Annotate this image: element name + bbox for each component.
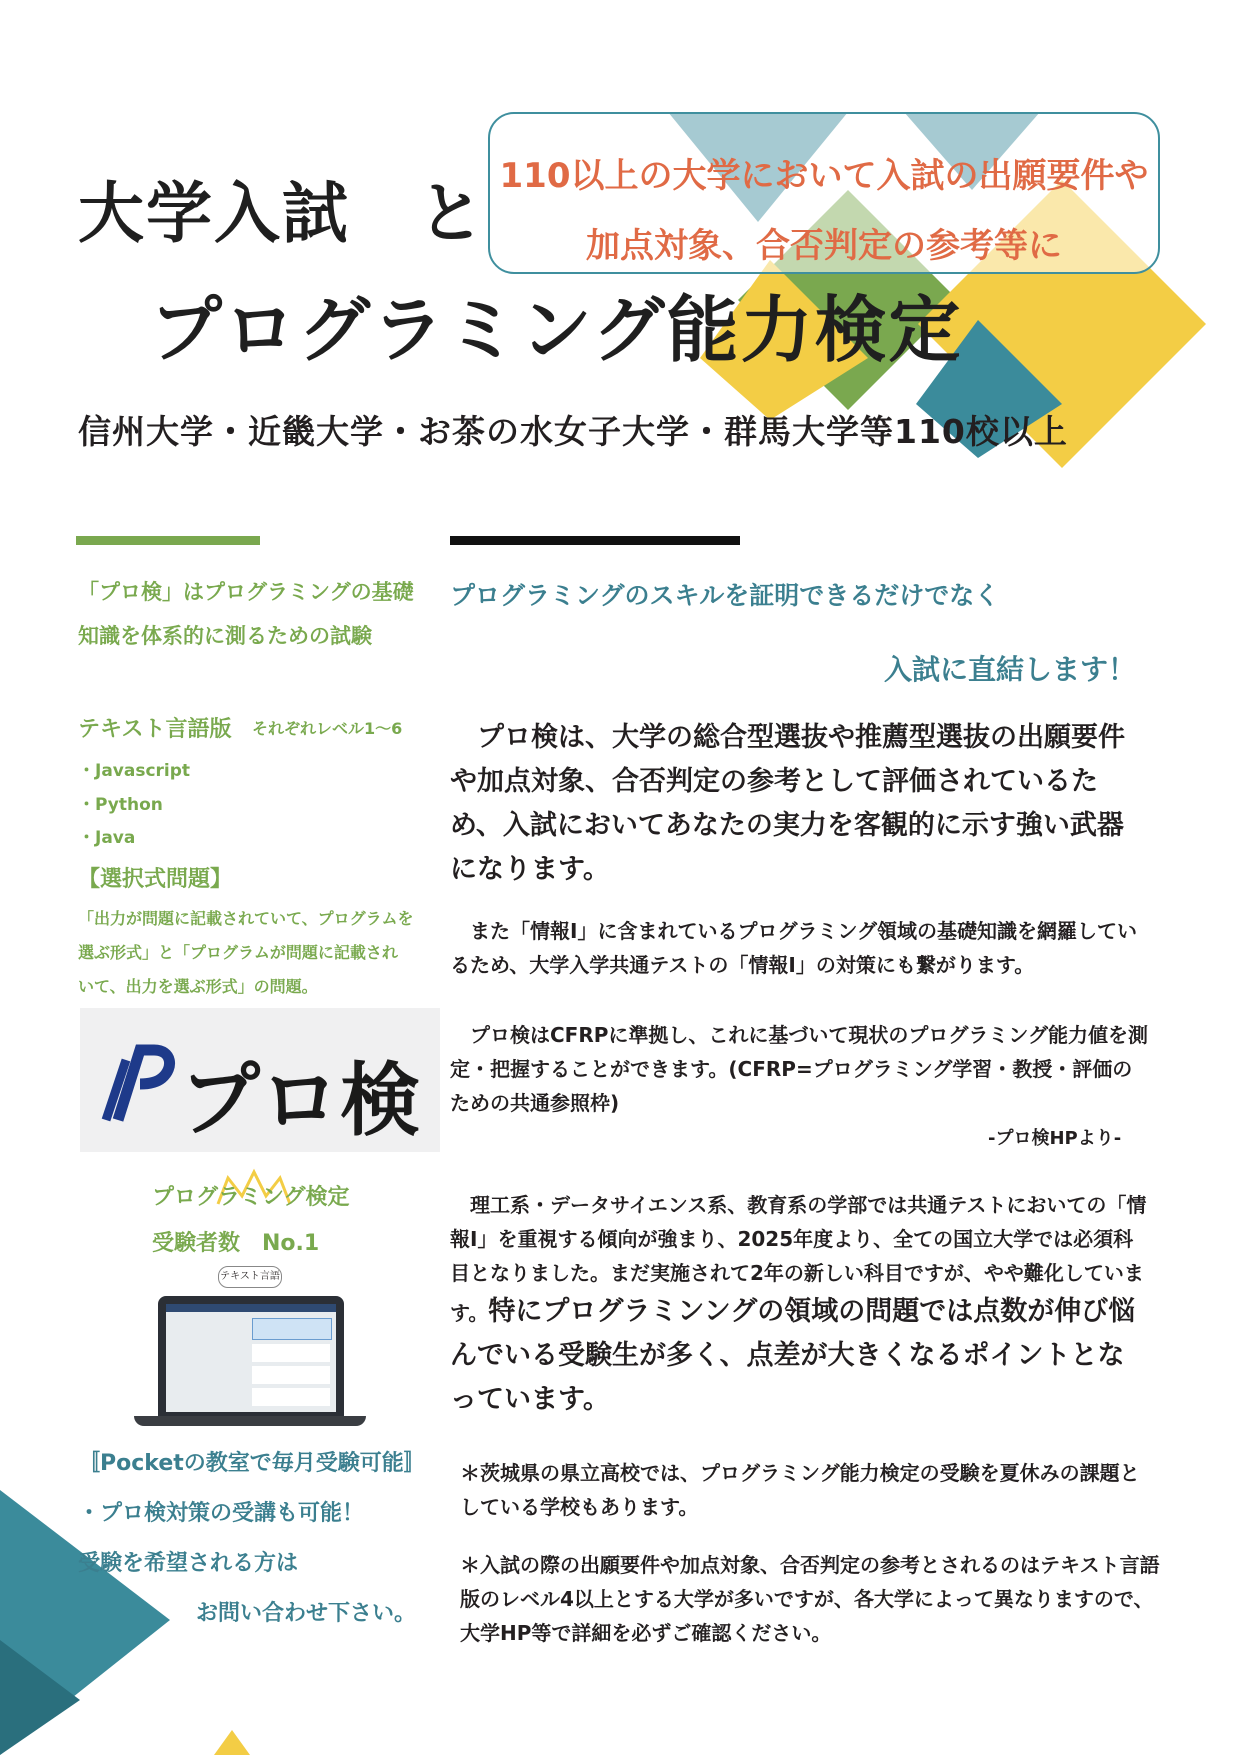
title-line-1: 大学入試 と <box>78 175 486 252</box>
paragraph-2: また「情報Ⅰ」に含まれているプログラミング領域の基礎知識を網羅しているため、大学入学共通テストの「情報Ⅰ」の対策にも繋がります。 <box>450 919 1138 977</box>
yellow-triangle-bottom <box>214 1730 250 1755</box>
intro-line-2: 知識を体系的に測るための試験 <box>78 624 372 648</box>
text-version-label: テキスト言語版 <box>78 717 232 742</box>
pocket-line-2: ・プロ検対策の受講も可能！ <box>78 1501 365 1526</box>
paragraph-4 <box>450 1188 1150 1422</box>
black-rule <box>450 536 740 545</box>
green-rule <box>76 536 260 545</box>
badge-line-1: プログラミング検定 <box>152 1185 350 1210</box>
source-note: -プロ検HPより- <box>988 1128 1122 1149</box>
contact-line-2: お問い合わせ下さい。 <box>196 1601 417 1626</box>
headline-1: プログラミングのスキルを証明できるだけでなく <box>450 581 1000 610</box>
choice-heading: 【選択式問題】 <box>78 867 233 892</box>
laptop-screenshot <box>166 1304 336 1412</box>
choice-desc-1: 「出力が問題に記載されていて、プログラムを <box>78 909 414 928</box>
bubble-line-1: 110以上の大学において入試の出願要件や <box>499 156 1149 196</box>
headline-2: 入試に直結します！ <box>884 653 1137 686</box>
paragraph-3: プロ検はCFRPに準拠し、これに基づいて現状のプログラミング能力値を測定・把握することができます。(CFRP=プログラミング学習・教授・評価のための共通参照枠) <box>450 1023 1148 1115</box>
bubble-line-2: 加点対象、合否判定の参考等に <box>586 226 1062 266</box>
note-2: ＊入試の際の出願要件や加点対象、合否判定の参考とされるのはテキスト言語版のレベル4以上とする大学が多いですが、各大学によって異なりますので、大学HP等で詳細を必ずご確認ください。 <box>460 1553 1160 1645</box>
contact-line-1: 受験を希望される方は <box>78 1551 299 1576</box>
language-item: ・Javascript <box>78 761 191 781</box>
language-item: ・Python <box>78 795 163 815</box>
note-1: ＊茨城県の県立高校では、プログラミング能力検定の受験を夏休みの課題としている学校もあります。 <box>460 1461 1140 1519</box>
university-list: 信州大学・近畿大学・お茶の水女子大学・群馬大学等110校以上 <box>78 412 1068 451</box>
laptop-base <box>134 1416 366 1426</box>
logo-text: プロ検 <box>180 1054 420 1147</box>
title-line-2: プログラミング能力検定 <box>150 288 963 372</box>
levels-label: それぞれレベル1～6 <box>252 719 403 738</box>
choice-desc-3: いて、出力を選ぶ形式」の問題。 <box>78 977 318 996</box>
paragraph-4-a: 理工系・データサイエンス系、教育系の学部では共通テストにおいての「情報Ⅰ」を重視する傾向が強まり、2025年度より、全ての国立大学では必須科目となりました。まだ実施されて2年の新しい科目ですが、やや難化しています。 <box>450 1193 1147 1325</box>
intro-line-1: 「プロ検」はプログラミングの基礎 <box>78 580 414 604</box>
language-item: ・Java <box>78 828 136 848</box>
proken-p-icon <box>100 1044 176 1124</box>
text-language-pill: テキスト言語 <box>218 1266 282 1288</box>
paragraph-4-b: 特にプログラミンングの領域の問題では点数が伸び悩んでいる受験生が多く、点差が大きくなるポイントとなっています。 <box>450 1296 1136 1415</box>
choice-desc-2: 選ぶ形式」と「プログラムが問題に記載され <box>78 943 398 962</box>
paragraph-1: プロ検は、大学の総合型選抜や推薦型選抜の出願要件や加点対象、合否判定の参考として評価されているため、入試においてあなたの実力を客観的に示す強い武器になります。 <box>450 722 1125 885</box>
pocket-line-1: 〚Pocketの教室で毎月受験可能〛 <box>78 1451 426 1476</box>
badge-line-2: 受験者数 No.1 <box>152 1231 320 1256</box>
